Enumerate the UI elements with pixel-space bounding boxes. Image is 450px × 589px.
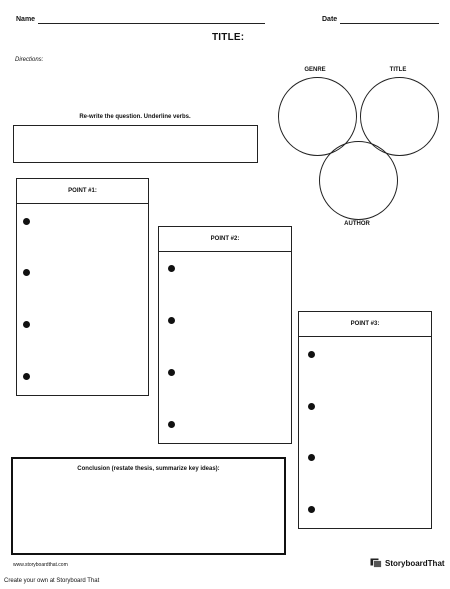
bullet-icon: [168, 265, 175, 272]
venn-author-label: AUTHOR: [344, 221, 370, 227]
bullet-icon: [308, 351, 315, 358]
bullet-icon: [23, 218, 30, 225]
bullet-icon: [168, 421, 175, 428]
footer-bar: [0, 572, 450, 589]
bullet-icon: [168, 317, 175, 324]
date-label: Date: [322, 16, 338, 23]
bullet-icon: [308, 454, 315, 461]
date-line[interactable]: [340, 23, 439, 24]
bullet-icon: [308, 506, 315, 513]
page-title: TITLE:: [212, 32, 245, 43]
conclusion-box[interactable]: [11, 457, 286, 555]
brand-logo: [370, 558, 445, 568]
bullet-icon: [23, 321, 30, 328]
venn-genre-label: GENRE: [304, 67, 326, 73]
point-2-label: POINT #2:: [159, 227, 291, 252]
storyboard-logo-icon: [370, 558, 382, 568]
name-line[interactable]: [38, 23, 265, 24]
bullet-icon: [23, 269, 30, 276]
name-label: Name: [16, 16, 36, 23]
footer-tagline[interactable]: Create your own at Storyboard That: [4, 578, 100, 584]
point-3-box[interactable]: [298, 311, 432, 529]
bullet-icon: [168, 369, 175, 376]
bullet-icon: [308, 403, 315, 410]
question-box-label: Re-write the question. Underline verbs.: [79, 114, 191, 120]
directions-label: Directions:: [15, 57, 44, 63]
point-1-box[interactable]: [16, 178, 149, 396]
point-1-label: POINT #1:: [17, 179, 148, 204]
site-url: www.storyboardthat.com: [13, 562, 68, 568]
conclusion-label: Conclusion (restate thesis, summarize key ideas):: [77, 466, 220, 472]
brand-name: StoryboardThat: [385, 558, 445, 568]
point-3-label: POINT #3:: [299, 312, 431, 337]
venn-title-label: TITLE: [389, 67, 407, 73]
point-2-box[interactable]: [158, 226, 292, 444]
question-box[interactable]: [13, 125, 258, 163]
bullet-icon: [23, 373, 30, 380]
venn-author-circle[interactable]: [319, 141, 398, 220]
